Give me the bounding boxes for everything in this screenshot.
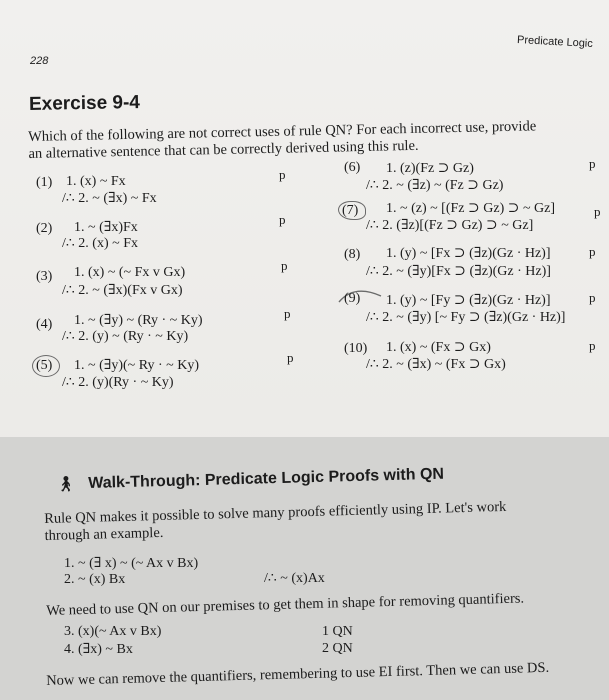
item-line-1: 1. (x) ~ (Fx ⊃ Gx) xyxy=(386,340,491,355)
item-line-1: 1. (x) ~ (~ Fx v Gx) xyxy=(74,265,186,280)
handwritten-mark: p xyxy=(589,156,596,171)
handwritten-mark: p xyxy=(589,290,596,305)
para-1-line-1: Rule QN makes it possible to solve many proofs efficiently using IP. Let's work xyxy=(44,498,507,527)
item-line-1: 1. ~ (∃y) ~ (Ry · ~ Ky) xyxy=(74,313,203,328)
item-line-2: /∴ 2. (y) ~ (Ry · ~ Ky) xyxy=(62,329,189,344)
step-4-justification: 2 QN xyxy=(322,641,353,656)
premise-2: 2. ~ (x) Bx xyxy=(64,572,126,587)
walkthrough-title: Walk-Through: Predicate Logic Proofs with QN xyxy=(88,465,445,492)
item-number: (8) xyxy=(344,247,361,262)
item-number: (7) xyxy=(342,203,359,218)
premise-1: 1. ~ (∃ x) ~ (~ Ax v Bx) xyxy=(64,556,199,571)
conclusion: /∴ ~ (x)Ax xyxy=(264,571,325,586)
walkthrough-para-2: We need to use QN on our premises to get them in shape for removing quantifiers. xyxy=(46,590,525,619)
step-3-justification: 1 QN xyxy=(322,624,353,639)
item-number: (9) xyxy=(344,291,361,306)
item-line-1: 1. (x) ~ Fx xyxy=(66,174,126,189)
item-number: (6) xyxy=(344,160,361,175)
item-line-2: /∴ 2. ~ (∃x)(Fx v Gx) xyxy=(62,283,183,298)
item-number: (3) xyxy=(36,269,53,284)
item-line-1: 1. ~ (∃y)(~ Ry · ~ Ky) xyxy=(74,358,200,373)
item-line-1: 1. ~ (z) ~ [(Fz ⊃ Gz) ⊃ ~ Gz] xyxy=(386,201,556,216)
walkthrough-box xyxy=(0,437,609,700)
item-line-2: /∴ 2. (x) ~ Fx xyxy=(62,236,138,251)
item-line-1: 1. ~ (∃x)Fx xyxy=(74,220,138,235)
item-line-2: /∴ 2. ~ (∃x) ~ (Fx ⊃ Gx) xyxy=(366,357,506,372)
step-4: 4. (∃x) ~ Bx xyxy=(64,642,133,657)
page-number: 228 xyxy=(30,55,49,67)
exercise-title: Exercise 9-4 xyxy=(28,92,141,115)
walkthrough-para-3: Now we can remove the quantifiers, remembering to use EI first. Then we can use DS. xyxy=(46,659,550,689)
item-line-2: /∴ 2. ~ (∃y)[Fx ⊃ (∃z)(Gz · Hz)] xyxy=(366,264,551,279)
handwritten-mark: p xyxy=(594,204,601,219)
item-line-1: 1. (y) ~ [Fy ⊃ (∃z)(Gz · Hz)] xyxy=(386,293,551,308)
exercise-intro xyxy=(28,118,537,163)
item-number: (5) xyxy=(36,358,53,373)
walkthrough-para-1 xyxy=(44,499,507,545)
para-1-line-2: through an example. xyxy=(44,524,164,544)
walking-figure-icon: 🚶︎ xyxy=(56,475,76,493)
item-number: (4) xyxy=(36,317,53,332)
handwritten-mark: p xyxy=(589,338,596,353)
step-3: 3. (x)(~ Ax v Bx) xyxy=(64,624,162,639)
item-line-2: /∴ 2. ~ (∃y) [~ Fy ⊃ (∃z)(Gz · Hz)] xyxy=(366,310,566,325)
item-number: (10) xyxy=(344,341,368,356)
item-line-2: /∴ 2. ~ (∃z) ~ (Fz ⊃ Gz) xyxy=(366,178,504,193)
handwritten-mark: p xyxy=(279,212,286,227)
intro-line-2: an alternative sentence that can be correctly derived using this rule. xyxy=(28,137,419,162)
item-line-2: /∴ 2. (∃z)[(Fz ⊃ Gz) ⊃ ~ Gz] xyxy=(366,218,534,233)
handwritten-mark: p xyxy=(589,244,596,259)
item-line-1: 1. (z)(Fz ⊃ Gz) xyxy=(386,161,474,176)
running-title: Predicate Logic xyxy=(516,34,594,50)
handwritten-mark: p xyxy=(287,350,294,365)
handwritten-mark: p xyxy=(284,306,291,321)
handwritten-mark: p xyxy=(281,258,288,273)
item-line-1: 1. (y) ~ [Fx ⊃ (∃z)(Gz · Hz)] xyxy=(386,246,551,261)
item-line-2: /∴ 2. ~ (∃x) ~ Fx xyxy=(62,191,157,206)
item-line-2: /∴ 2. (y)(Ry · ~ Ky) xyxy=(62,375,174,390)
item-number: (1) xyxy=(36,175,53,190)
handwritten-mark: p xyxy=(279,167,286,182)
item-number: (2) xyxy=(36,221,53,236)
intro-line-1: Which of the following are not correct uses of rule QN? For each incorrect use, provide xyxy=(28,118,537,145)
